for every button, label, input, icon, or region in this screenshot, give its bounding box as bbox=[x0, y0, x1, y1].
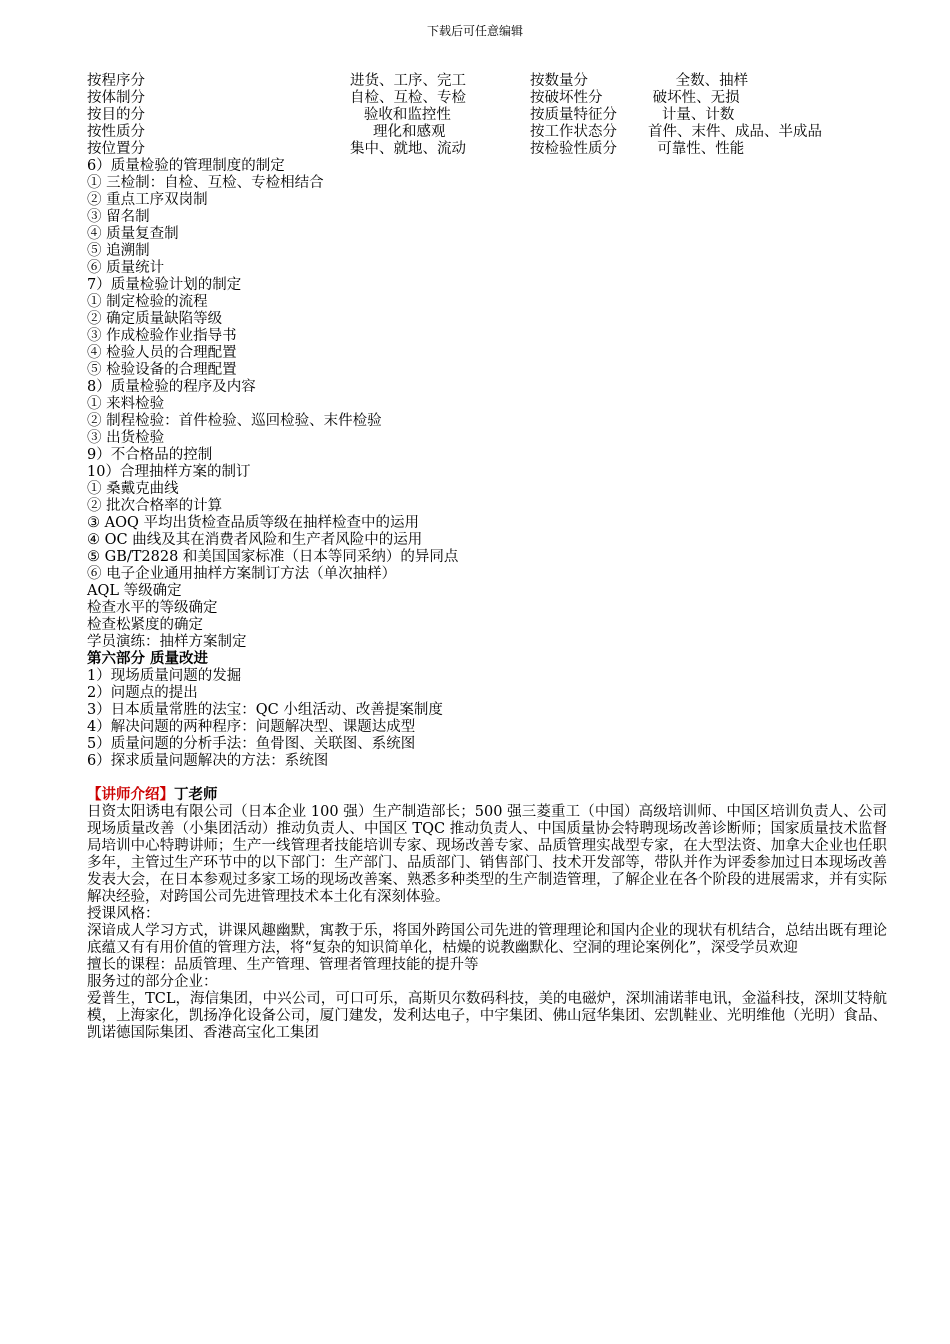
teacher-name: 丁老师 bbox=[174, 787, 218, 803]
section-item: 1）现场质量问题的发掘 bbox=[87, 668, 242, 684]
classification-row bbox=[87, 73, 887, 90]
outline-line: ② 重点工序双岗制 bbox=[87, 192, 208, 208]
document-body bbox=[87, 73, 887, 1042]
class-cell: 进货、工序、完工 bbox=[350, 73, 466, 89]
classification-row bbox=[87, 107, 887, 124]
class-cell: 按体制分 bbox=[87, 90, 145, 106]
outline-line: ⑤ 检验设备的合理配置 bbox=[87, 362, 237, 378]
outline-line: ② 批次合格率的计算 bbox=[87, 498, 223, 514]
section-items bbox=[87, 668, 887, 770]
outline-line: 7）质量检验计划的制定 bbox=[87, 277, 242, 293]
teacher-heading bbox=[87, 787, 887, 804]
class-cell: 计量、计数 bbox=[648, 107, 735, 123]
class-cell: 验收和监控性 bbox=[350, 107, 451, 123]
section-item: 3）日本质量常胜的法宝：QC 小组活动、改善提案制度 bbox=[87, 702, 443, 718]
outline-line: ① 来料检验 bbox=[87, 396, 165, 412]
class-cell: 首件、末件、成品、半成品 bbox=[648, 124, 822, 140]
outline-line: ② 确定质量缺陷等级 bbox=[87, 311, 223, 327]
class-cell: 按检验性质分 bbox=[530, 141, 617, 157]
class-cell: 按性质分 bbox=[87, 124, 145, 140]
class-cell: 按质量特征分 bbox=[530, 107, 617, 123]
outline-line: ⑥ 质量统计 bbox=[87, 260, 165, 276]
section-item: 2）问题点的提出 bbox=[87, 685, 198, 701]
clients-text: 爱普生，TCL，海信集团，中兴公司，可口可乐，高斯贝尔数码科技，美的电磁炉，深圳浦诺菲电讯，金溢科技，深圳艾特航模，上海家化，凯扬净化设备公司，厦门建发，发利达电子，中宇集团、佛山冠华集团、宏凯鞋业、光明维他（光明）食品、凯诺德国际集团、香港高宝化工集团 bbox=[87, 991, 887, 1041]
outline-line: ⑥ 电子企业通用抽样方案制订方法（单次抽样） bbox=[87, 566, 397, 582]
class-cell: 理化和感观 bbox=[350, 124, 446, 140]
outline-line: AQL 等级确定 bbox=[87, 583, 182, 599]
class-cell: 破坏性、无损 bbox=[648, 90, 740, 106]
outline-line: ⑤ GB/T2828 和美国国家标准（日本等同采纳）的异同点 bbox=[87, 549, 459, 565]
class-cell: 按破坏性分 bbox=[530, 90, 603, 106]
teacher-bio: 日资太阳诱电有限公司（日本企业 100 强）生产制造部长；500 强三菱重工（中国）高级培训师、中国区培训负责人、公司现场质量改善（小集团活动）推动负责人、中国区 TQC 推动负责人、中国质量协会特聘现场改善诊断师；国家质量技术监督局培训中心特聘讲师；生产一线管理者技能培训专家、现场改善专家、品质管理实战型专家，在大型法资、加拿大企业也任职多年，主管过生产环节中的以下部门：生产部门、品质部门、销售部门、技术开发部等，带队并作为评委参加过日本现场改善发表大会，在日本参观过多家工场的现场改善案、熟悉多种类型的生产制造管理，了解企业在各个阶段的进展需求，并有实际解决经验，对跨国公司先进管理技术本土化有深刻体验。 bbox=[87, 804, 887, 905]
outline-line: 8）质量检验的程序及内容 bbox=[87, 379, 256, 395]
class-cell: 按数量分 bbox=[530, 73, 588, 89]
outline-line: ⑤ 追溯制 bbox=[87, 243, 150, 259]
classification-row bbox=[87, 90, 887, 107]
outline-line: ① 制定检验的流程 bbox=[87, 294, 208, 310]
outline-line: ③ 作成检验作业指导书 bbox=[87, 328, 237, 344]
class-cell: 按程序分 bbox=[87, 73, 145, 89]
class-cell: 按位置分 bbox=[87, 141, 145, 157]
outline-line: ① 三检制：自检、互检、专检相结合 bbox=[87, 175, 324, 191]
style-label: 授课风格： bbox=[87, 906, 160, 922]
outline-line: 6）质量检验的管理制度的制定 bbox=[87, 158, 285, 174]
class-cell: 自检、互检、专检 bbox=[350, 90, 466, 106]
classification-row bbox=[87, 124, 887, 141]
outline-line: ② 制程检验：首件检验、巡回检验、末件检验 bbox=[87, 413, 382, 429]
courses-line: 擅长的课程：品质管理、生产管理、管理者管理技能的提升等 bbox=[87, 957, 479, 973]
clients-label: 服务过的部分企业： bbox=[87, 974, 218, 990]
outline-list bbox=[87, 158, 887, 651]
outline-line: 学员演练：抽样方案制定 bbox=[87, 634, 247, 650]
class-cell: 按目的分 bbox=[87, 107, 145, 123]
teacher-tag: 【讲师介绍】 bbox=[87, 787, 174, 803]
outline-line: 9）不合格品的控制 bbox=[87, 447, 213, 463]
outline-line: ① 桑戴克曲线 bbox=[87, 481, 179, 497]
class-cell: 集中、就地、流动 bbox=[350, 141, 466, 157]
class-cell: 按工作状态分 bbox=[530, 124, 617, 140]
outline-line: ③ 留名制 bbox=[87, 209, 150, 225]
classification-row bbox=[87, 141, 887, 158]
outline-line: 检查水平的等级确定 bbox=[87, 600, 218, 616]
spacer bbox=[87, 770, 887, 787]
outline-line: ④ OC 曲线及其在消费者风险和生产者风险中的运用 bbox=[87, 532, 423, 548]
section-item: 5）质量问题的分析手法：鱼骨图、关联图、系统图 bbox=[87, 736, 416, 752]
section-item: 4）解决问题的两种程序：问题解决型、课题达成型 bbox=[87, 719, 416, 735]
style-text: 深谙成人学习方式，讲课风趣幽默，寓教于乐，将国外跨国公司先进的管理理论和国内企业的现状有机结合，总结出既有理论底蕴又有有用价值的管理方法，将“复杂的知识简单化，枯燥的说教幽默化、空洞的理论案例化”，深受学员欢迎 bbox=[87, 923, 887, 956]
outline-line: ④ 质量复查制 bbox=[87, 226, 179, 242]
outline-line: ③ AOQ 平均出货检查品质等级在抽样检查中的运用 bbox=[87, 515, 419, 531]
class-cell: 可靠性、性能 bbox=[648, 141, 745, 157]
outline-line: 检查松紧度的确定 bbox=[87, 617, 203, 633]
classification-table bbox=[87, 73, 887, 158]
section-title: 第六部分 质量改进 bbox=[87, 651, 209, 667]
page-header: 下载后可任意编辑 bbox=[426, 24, 523, 38]
outline-line: ③ 出货检验 bbox=[87, 430, 165, 446]
outline-line: 10）合理抽样方案的制订 bbox=[87, 464, 251, 480]
outline-line: ④ 检验人员的合理配置 bbox=[87, 345, 237, 361]
class-cell: 全数、抽样 bbox=[648, 73, 749, 89]
section-item: 6）探求质量问题解决的方法：系统图 bbox=[87, 753, 329, 769]
